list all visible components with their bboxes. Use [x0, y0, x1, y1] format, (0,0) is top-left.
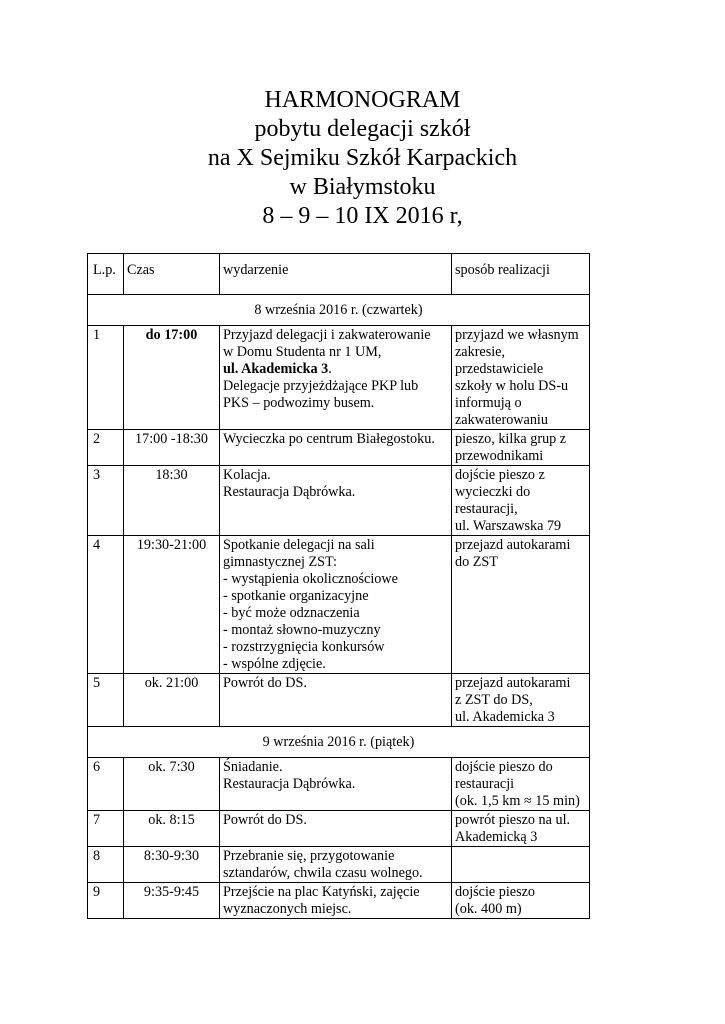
event-line: sztandarów, chwila czasu wolnego. [223, 865, 423, 881]
title-line-1: HARMONOGRAM [264, 87, 461, 113]
cell-lp: 1 [88, 326, 124, 430]
event-line: Powrót do DS. [223, 812, 307, 828]
event-line: Restauracja Dąbrówka. [223, 484, 356, 500]
method-line: szkoły w holu DS-u [455, 378, 569, 394]
method-line: (ok. 400 m) [455, 901, 522, 917]
cell-time: 17:00 -18:30 [124, 430, 220, 466]
method-line: dojście pieszo z [455, 467, 545, 483]
cell-event [220, 847, 452, 883]
event-line: Śniadanie. [223, 759, 283, 775]
cell-lp: 4 [88, 536, 124, 674]
event-line: Przyjazd delegacji i zakwaterowanie [223, 327, 431, 343]
event-line: w Domu Studenta nr 1 UM, [223, 344, 382, 360]
cell-lp: 5 [88, 674, 124, 727]
event-line: Wycieczka po centrum Białegostoku. [223, 431, 435, 447]
cell-lp: 2 [88, 430, 124, 466]
event-line [223, 361, 448, 378]
title-line-2: pobytu delegacji szkół [254, 116, 471, 142]
table-row [88, 536, 590, 674]
cell-time: 9:35-9:45 [124, 883, 220, 919]
schedule-table [87, 253, 590, 919]
cell-event [220, 536, 452, 674]
table-header-row [88, 254, 590, 295]
cell-time: 8:30-9:30 [124, 847, 220, 883]
event-line: gimnastycznej ZST: [223, 554, 337, 570]
day-label: 8 września 2016 r. (czwartek) [88, 295, 590, 326]
method-line: przejazd autokarami [455, 675, 571, 691]
method-line: dojście pieszo do [455, 759, 553, 775]
cell-lp: 7 [88, 811, 124, 847]
table-row [88, 758, 590, 811]
method-line: zakresie, [455, 344, 506, 360]
event-line: Restauracja Dąbrówka. [223, 776, 356, 792]
event-line: Powrót do DS. [223, 675, 307, 691]
day-header-row [88, 727, 590, 758]
method-line: (ok. 1,5 km ≈ 15 min) [455, 793, 580, 809]
table-row [88, 847, 590, 883]
cell-method [452, 326, 590, 430]
cell-event [220, 883, 452, 919]
method-line: z ZST do DS, [455, 692, 533, 708]
cell-lp: 8 [88, 847, 124, 883]
method-line: do ZST [455, 554, 498, 570]
cell-event [220, 811, 452, 847]
event-line: - wspólne zdjęcie. [223, 656, 326, 672]
event-line: - być może odznaczenia [223, 605, 360, 621]
cell-event [220, 466, 452, 536]
cell-method [452, 811, 590, 847]
event-line: Przebranie się, przygotowanie [223, 848, 395, 864]
cell-time: ok. 8:15 [124, 811, 220, 847]
document-title [0, 86, 725, 231]
method-line: ul. Akademicka 3 [455, 709, 555, 725]
method-line: restauracji [455, 776, 515, 792]
event-line: wyznaczonych miejsc. [223, 901, 352, 917]
header-method: sposób realizacji [452, 254, 590, 295]
cell-method [452, 758, 590, 811]
header-time: Czas [124, 254, 220, 295]
cell-method [452, 466, 590, 536]
event-line: PKS – podwozimy busem. [223, 395, 375, 411]
event-line: Przejście na plac Katyński, zajęcie [223, 884, 420, 900]
day-header-row [88, 295, 590, 326]
header-lp: L.p. [88, 254, 124, 295]
cell-lp: 3 [88, 466, 124, 536]
cell-time: 18:30 [124, 466, 220, 536]
event-line: - spotkanie organizacyjne [223, 588, 369, 604]
title-line-5: 8 – 9 – 10 IX 2016 r, [262, 203, 463, 229]
event-line: - montaż słowno-muzyczny [223, 622, 381, 638]
table-row [88, 466, 590, 536]
day-label: 9 września 2016 r. (piątek) [88, 727, 590, 758]
method-line: pieszo, kilka grup z [455, 431, 567, 447]
cell-event [220, 758, 452, 811]
cell-method [452, 847, 590, 883]
cell-method [452, 883, 590, 919]
method-line: przedstawiciele [455, 361, 544, 377]
cell-time: ok. 21:00 [124, 674, 220, 727]
event-line-bold: ul. Akademicka 3 [223, 361, 329, 377]
cell-time: do 17:00 [124, 326, 220, 430]
title-line-3: na X Sejmiku Szkół Karpackich [207, 145, 518, 171]
cell-time: 19:30-21:00 [124, 536, 220, 674]
cell-method [452, 536, 590, 674]
method-line: restauracji, [455, 501, 518, 517]
event-line: - rozstrzygnięcia konkursów [223, 639, 385, 655]
method-line: dojście pieszo [455, 884, 535, 900]
cell-event [220, 430, 452, 466]
event-line: Kolacja. [223, 467, 271, 483]
table-row [88, 674, 590, 727]
cell-time: ok. 7:30 [124, 758, 220, 811]
table-row [88, 326, 590, 430]
method-line: Akademicką 3 [455, 829, 538, 845]
method-line: zakwaterowaniu [455, 412, 548, 428]
cell-lp: 6 [88, 758, 124, 811]
table-row [88, 811, 590, 847]
cell-method [452, 430, 590, 466]
event-line: Delegacje przyjeżdżające PKP lub [223, 378, 419, 394]
event-line-suffix: . [328, 361, 332, 377]
method-line: wycieczki do [455, 484, 531, 500]
cell-event [220, 326, 452, 430]
header-event: wydarzenie [220, 254, 452, 295]
table-row [88, 883, 590, 919]
cell-method [452, 674, 590, 727]
title-line-4: w Białymstoku [289, 174, 436, 200]
method-line: informują o [455, 395, 522, 411]
method-line: powrót pieszo na ul. [455, 812, 571, 828]
cell-event [220, 674, 452, 727]
method-line: ul. Warszawska 79 [455, 518, 562, 534]
cell-lp: 9 [88, 883, 124, 919]
event-line: Spotkanie delegacji na sali [223, 537, 375, 553]
method-line: przyjazd we własnym [455, 327, 579, 343]
event-line: - wystąpienia okolicznościowe [223, 571, 398, 587]
table-row [88, 430, 590, 466]
method-line: przejazd autokarami [455, 537, 571, 553]
method-line: przewodnikami [455, 448, 544, 464]
